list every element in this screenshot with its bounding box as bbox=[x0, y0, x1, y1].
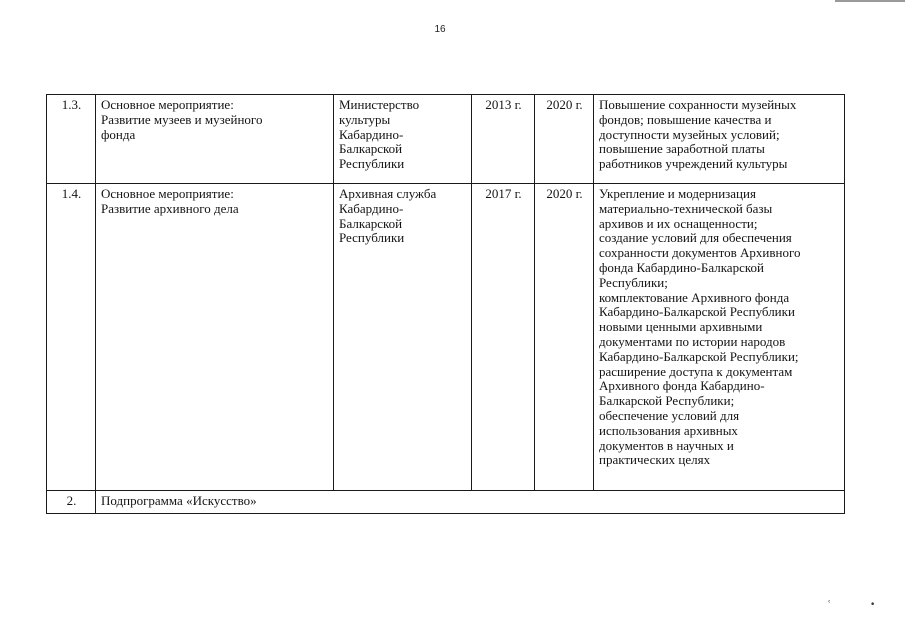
row-number: 1.4. bbox=[47, 184, 96, 491]
page-corner-line bbox=[835, 0, 905, 2]
table-row bbox=[47, 184, 845, 491]
table-row bbox=[47, 95, 845, 184]
program-table bbox=[46, 94, 845, 514]
start-year: 2013 г. bbox=[472, 95, 535, 184]
executor: Министерство культуры Кабардино- Балкарской Республики bbox=[334, 95, 472, 184]
page-number: 16 bbox=[434, 24, 446, 35]
executor: Архивная служба Кабардино- Балкарской Республики bbox=[334, 184, 472, 491]
scan-mark: ʿ bbox=[828, 600, 831, 610]
event-name: Основное мероприятие: Развитие архивного дела bbox=[96, 184, 334, 491]
expected-result: Повышение сохранности музейных фондов; повышение качества и доступности музейных условий; повышение заработной платы работников учреждений культуры bbox=[594, 95, 845, 184]
start-year: 2017 г. bbox=[472, 184, 535, 491]
expected-result: Укрепление и модернизация материально-технической базы архивов и их оснащенности; создание условий для обеспечения сохранности документов Архивного фонда Кабардино-Балкарской Республики; комплектование Архивного фонда Кабардино-Балкарской Республики новыми ценными архивными документами по истории народов Кабардино-Балкарской Республики; расширение доступа к документам Архивного фонда Кабардино- Балкарской Республики; обеспечение условий для использования архивных документов в научных и практических целях bbox=[594, 184, 845, 491]
event-name: Основное мероприятие: Развитие музеев и музейного фонда bbox=[96, 95, 334, 184]
end-year: 2020 г. bbox=[535, 184, 594, 491]
scan-mark: • bbox=[870, 600, 876, 610]
subprogram-row bbox=[47, 491, 845, 514]
subprogram-title: Подпрограмма «Искусство» bbox=[96, 491, 845, 514]
row-number: 2. bbox=[47, 491, 96, 514]
row-number: 1.3. bbox=[47, 95, 96, 184]
end-year: 2020 г. bbox=[535, 95, 594, 184]
